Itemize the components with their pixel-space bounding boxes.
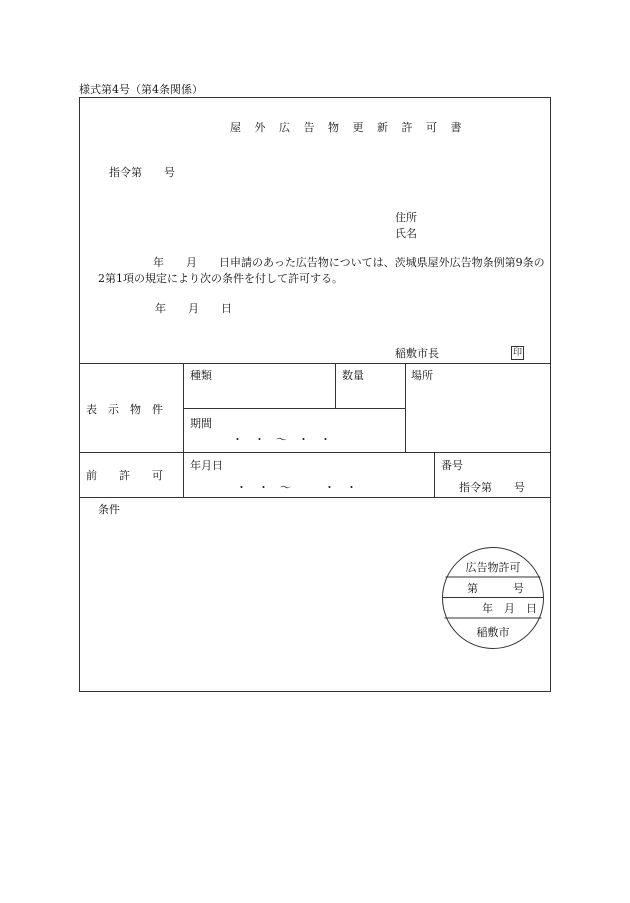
- conditions-label: 条件: [98, 503, 120, 516]
- quantity-label: 数量: [342, 369, 364, 382]
- issue-date: 年 月 日: [155, 302, 232, 315]
- col-divider-label: [183, 363, 184, 497]
- display-item-label: 表 示 物 件: [86, 403, 163, 416]
- row-divider-previous-top: [79, 452, 551, 453]
- previous-date-value: ・ ・ ～ ・ ・: [236, 481, 357, 494]
- col-divider-quantity: [335, 363, 336, 408]
- period-label: 期間: [190, 417, 212, 430]
- permit-stamp: [441, 546, 545, 650]
- previous-number-value: 指令第 号: [459, 481, 525, 494]
- type-label: 種類: [190, 369, 212, 382]
- location-label: 場所: [411, 369, 433, 382]
- previous-date-label: 年月日: [190, 459, 223, 472]
- previous-permit-label: 前 許 可: [86, 469, 163, 482]
- stamp-line3: 年 月 日: [482, 602, 537, 615]
- stamp-line1: 広告物許可: [465, 561, 521, 574]
- stamp-line2-right: 号: [513, 582, 524, 595]
- row-divider-display-top: [79, 363, 551, 364]
- mayor-label: 稲敷市長: [395, 347, 439, 360]
- period-value: ・ ・ ～ ・ ・: [232, 433, 331, 446]
- permit-body-text: 年 月 日申請のあった広告物については、茨城県屋外広告物条例第9条の2第1項の規定により次の条件を付して許可する。: [98, 256, 545, 285]
- directive-number-label: 指令第 号: [109, 166, 175, 179]
- seal-mark: 印: [512, 348, 522, 358]
- row-divider-period-top: [183, 408, 405, 409]
- stamp-line4: 稲敷市: [476, 626, 510, 639]
- name-label: 氏名: [395, 227, 417, 240]
- stamp-line2-left: 第: [467, 582, 478, 595]
- previous-number-label: 番号: [441, 459, 463, 472]
- form-number: 様式第4号（第4条関係）: [79, 83, 203, 96]
- form-title: 屋 外 広 告 物 更 新 許 可 書: [230, 121, 467, 134]
- col-divider-number: [434, 452, 435, 497]
- col-divider-location: [405, 363, 406, 452]
- row-divider-conditions-top: [79, 497, 551, 498]
- address-label: 住所: [395, 211, 417, 224]
